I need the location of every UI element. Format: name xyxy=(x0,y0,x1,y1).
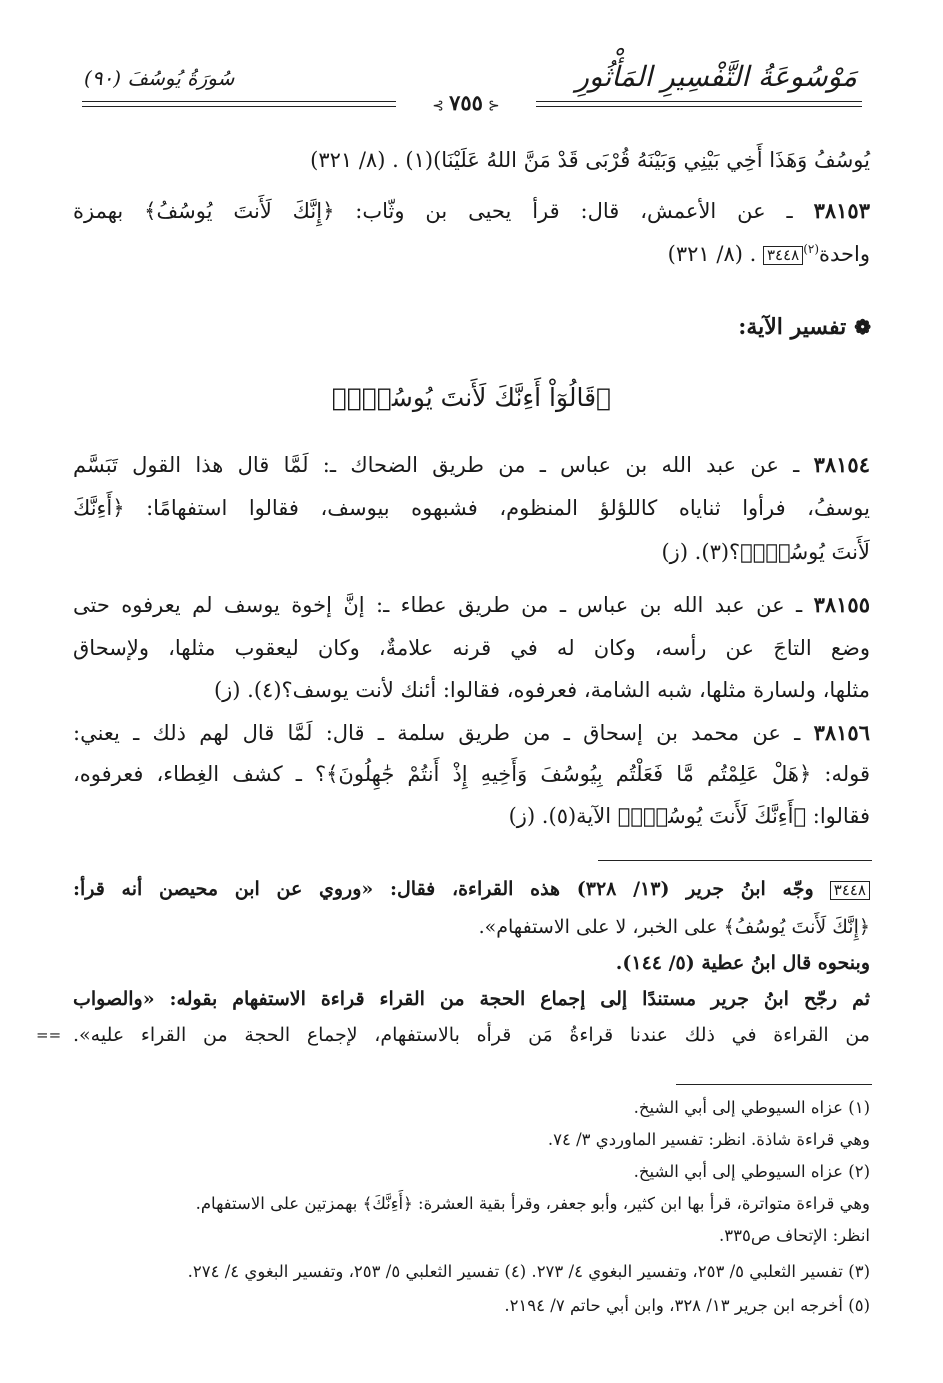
athar-number: ٣٨١٥٣ xyxy=(813,198,870,223)
athar-number: ٣٨١٥٦ xyxy=(813,720,870,745)
commentary-line4: ثم رجّح ابنُ جرير مستندًا إلى إجماع الحجة من القراء قراءة الاستفهام بقوله: «والصواب xyxy=(73,988,870,1010)
footnote-5: (٥) أخرجه ابن جرير ١٣/ ٣٢٨، وابن أبي حاتم ٧/ ٢١٩٤. xyxy=(504,1296,870,1315)
athar-38154-line1 xyxy=(73,452,870,477)
athar-citation: . (٨/ ٣٢١) xyxy=(667,242,757,266)
continuation-mark: == xyxy=(36,1026,62,1044)
commentary-line2: ﴿إِنَّكَ لَأَنتَ يُوسُفُ﴾ على الخبر، لا على الاستفهام». xyxy=(478,916,870,938)
athar-number: ٣٨١٥٤ xyxy=(813,452,870,477)
athar-38155-line2: وضع التاجَ عن رأسه، وكان له في قرنه علامةٌ، وكان ليعقوب مثلها، ولإسحاق xyxy=(73,636,870,660)
footnote-1-detail: وهي قراءة شاذة. انظر: تفسير الماوردي ٣/ ٧٤. xyxy=(547,1130,870,1149)
footnote-2: (٢) عزاه السيوطي إلى أبي الشيخ. xyxy=(633,1162,870,1181)
footnote-1: (١) عزاه السيوطي إلى أبي الشيخ. xyxy=(633,1098,870,1117)
commentary-number-box: ٣٤٤٨ xyxy=(830,881,870,900)
athar-38153-line1 xyxy=(73,198,870,223)
commentary-line5: من القراءة في ذلك عندنا قراءةُ مَن قرأه بالاستفهام، لإجماع الحجة من القراء عليه». xyxy=(73,1024,870,1046)
commentary-ref-box: ٣٤٤٨ xyxy=(763,246,803,265)
athar-38156-line1 xyxy=(73,720,870,745)
athar-38153-line2 xyxy=(668,242,870,266)
commentary-line3: وبنحوه قال ابنُ عطية (٥/ ١٤٤). xyxy=(615,952,870,974)
section-title: تفسير الآية: xyxy=(738,314,847,340)
footnote-3-4: (٣) تفسير الثعلبي ٥/ ٢٥٣، وتفسير البغوي ٤/ ٢٧٣. (٤) تفسير الثعلبي ٥/ ٢٥٣، وتفسير البغوي ٤/ ٢٧٤. xyxy=(187,1262,870,1281)
ornament-icon: ⊱ xyxy=(488,98,500,114)
athar-38156-line2: قوله: ﴿هَلْ عَلِمْتُم مَّا فَعَلْتُم بِيُوسُفَ وَأَخِيهِ إِذْ أَنتُمْ جَٰهِلُونَ﴾؟ ـ كشف الغِطاء، فعرفوه، xyxy=(73,762,870,786)
athar-38155-line1 xyxy=(73,592,870,617)
book-title: مَوْسُوعَةُ التَّفْسِيرِ المَأْثُورِ xyxy=(575,60,857,93)
page-number-box xyxy=(396,90,536,116)
page-number: ٧٥٥ xyxy=(449,90,483,115)
athar-38154-line3: لَأَنتَ يُوسُفُۖ﴾؟(٣). (ز) xyxy=(661,540,870,564)
commentary-separator xyxy=(598,860,872,861)
athar-text: ـ عن عبد الله بن عباس ـ من طريق عطاء ـ: إنَّ إخوة يوسف لم يعرفوه حتى xyxy=(73,593,803,617)
athar-38155-line3: مثلها، ولسارة مثلها، شبه الشامة، فعرفوه، فقالوا: أئنك لأنت يوسف؟(٤). (ز) xyxy=(213,678,870,702)
footnote-separator xyxy=(676,1084,872,1085)
athar-text: واحدة xyxy=(819,242,870,266)
verse-continuation: يُوسُفُ وَهَذَا أَخِي بَيْنِي وَبَيْنَهُ قُرْبَى قَدْ مَنَّ اللهُ عَلَيْنَا)(١) . (٨/ ٣٢١) xyxy=(310,148,870,172)
athar-text: ـ عن الأعمش، قال: قرأ يحيى بن وثّاب: ﴿إِنَّكَ لَأَنتَ يُوسُفُ﴾ بهمزة xyxy=(73,199,793,223)
surah-label: سُورَةُ يُوسُفَ (٩٠) xyxy=(84,66,235,90)
athar-38156-line3: فقالوا: ﴿أَءِنَّكَ لَأَنتَ يُوسُفُۖ﴾ الآية(٥). (ز) xyxy=(508,804,870,828)
footnote-2-ref: انظر: الإتحاف ص٣٣٥. xyxy=(718,1226,870,1245)
commentary-text: وجّه ابنُ جرير (١٣/ ٣٢٨) هذه القراءة، فقال: «وروي عن ابن محيصن أنه قرأ: xyxy=(73,878,814,900)
footnote-2-detail: وهي قراءة متواترة، قرأ بها ابن كثير، وأبو جعفر، وقرأ بقية العشرة: ﴿أَءِنَّكَ﴾ بهمزتين على الاستفهام. xyxy=(195,1194,870,1213)
flower-icon: ❁ xyxy=(854,315,871,339)
athar-38154-line2: يوسفُ، فرأوا ثناياه كاللؤلؤ المنظوم، فشبهوه بيوسف، فقالوا استفهامًا: ﴿أَءِنَّكَ xyxy=(73,496,870,520)
section-heading xyxy=(738,314,871,340)
quran-verse: ﴿قَالُوٓاْ أَءِنَّكَ لَأَنتَ يُوسُفُۖ﴾ xyxy=(331,383,612,412)
footnote-ref: (٢) xyxy=(803,242,820,256)
commentary-line1 xyxy=(73,878,870,900)
ornament-icon: ⊰ xyxy=(432,98,444,114)
athar-text: ـ عن عبد الله بن عباس ـ من طريق الضحاك ـ: لَمَّا قال هذا القول تَبَسَّم xyxy=(73,453,800,477)
athar-number: ٣٨١٥٥ xyxy=(813,592,870,617)
athar-text: ـ عن محمد بن إسحاق ـ من طريق سلمة ـ قال: لَمَّا قال لهم ذلك ـ يعني: xyxy=(73,721,801,745)
